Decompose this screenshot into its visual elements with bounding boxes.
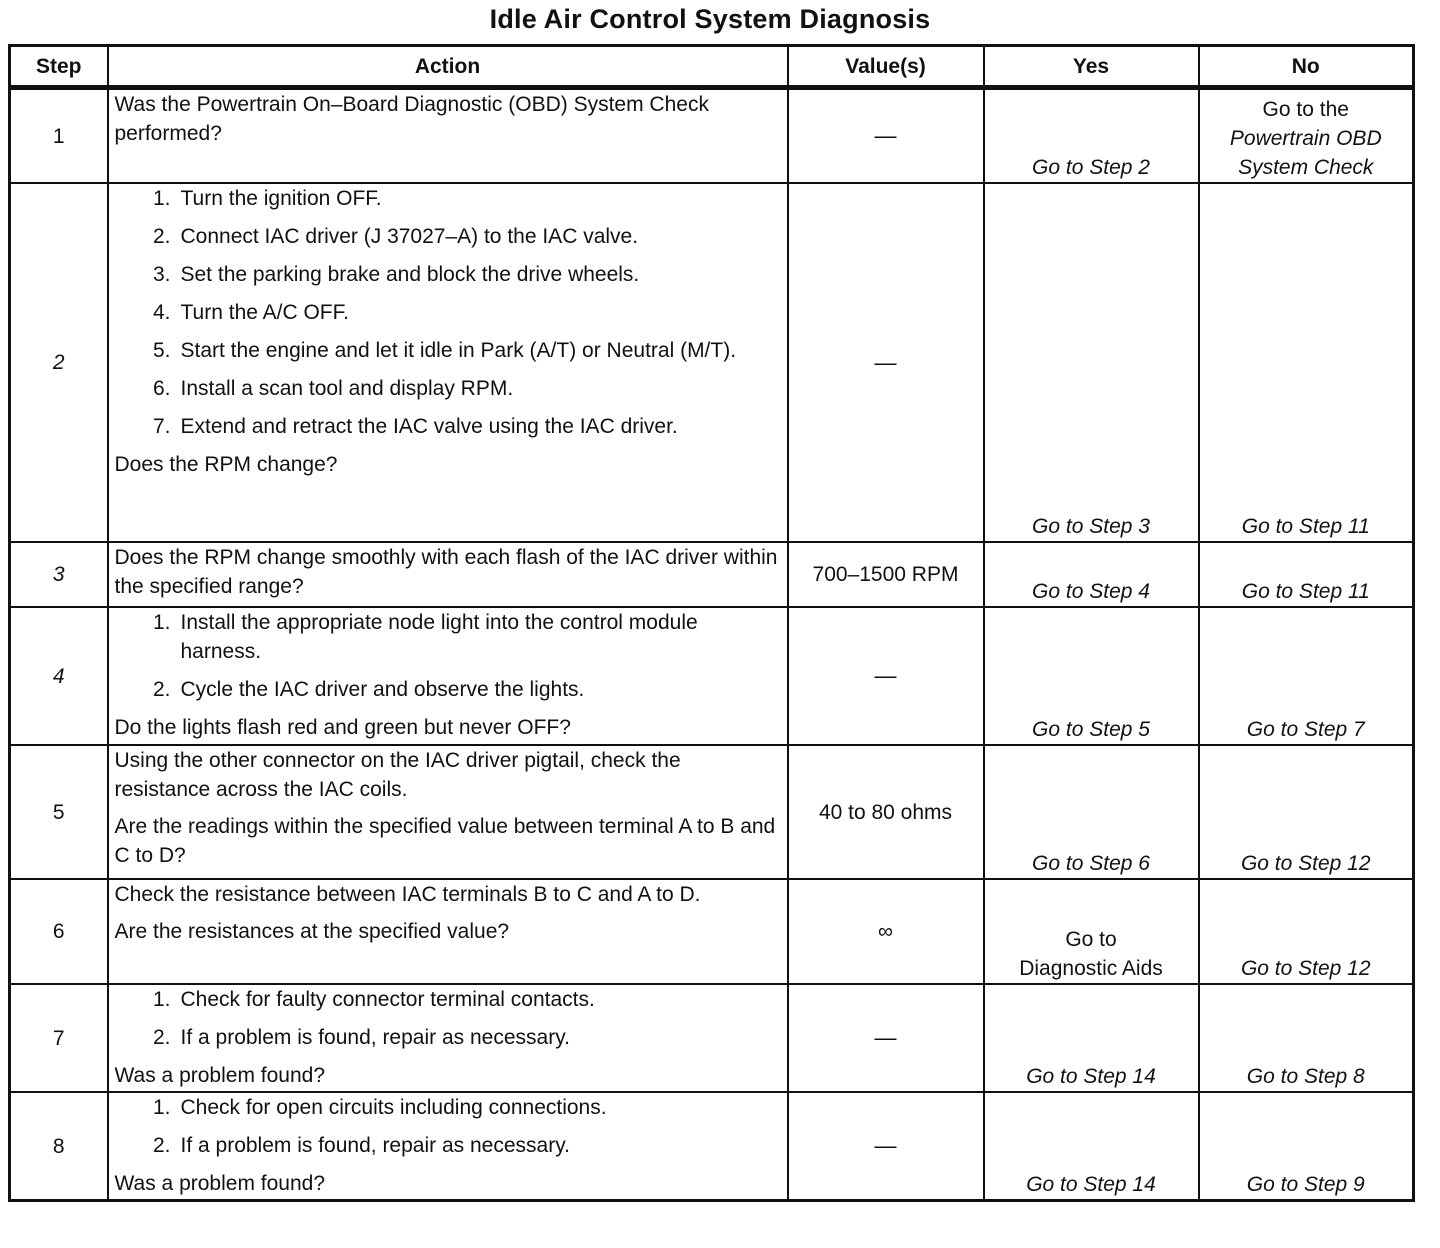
action-text: Check the resistance between IAC terminals B to C and A to D. (114, 883, 701, 906)
yes-cell: Go to Step 3 (984, 183, 1199, 542)
table-row (10, 984, 1414, 1092)
value-cell (788, 183, 984, 542)
value-cell (788, 542, 984, 607)
yes-cell: Go to Step 2 (984, 88, 1199, 184)
value-text: 40 to 80 ohms (818, 800, 953, 824)
value-text: — (874, 1025, 897, 1050)
table-row (10, 1092, 1414, 1201)
yes-cell (984, 879, 1199, 984)
action-substeps (115, 608, 781, 704)
substep (115, 184, 781, 213)
substep-number: 1. (152, 988, 171, 1011)
substep-text: Set the parking brake and block the drive wheels. (180, 263, 640, 286)
value-cell (788, 745, 984, 879)
substep-text: Install a scan tool and display RPM. (180, 377, 514, 400)
action-question: Was a problem found? (114, 1172, 326, 1195)
yes-line: Diagnostic Aids (1019, 957, 1163, 980)
substep (115, 374, 781, 403)
table-row (10, 607, 1414, 745)
substep-text: Check for faulty connector terminal contacts. (180, 988, 595, 1011)
yes-cell: Go to Step 6 (984, 745, 1199, 879)
substep (115, 1023, 781, 1052)
step-number: 5 (10, 745, 108, 879)
action-text: Using the other connector on the IAC driver pigtail, check the resistance across the IAC coils. (114, 749, 681, 801)
no-cell (1199, 88, 1414, 184)
step-number: 4 (10, 607, 108, 745)
step-number: 6 (10, 879, 108, 984)
action-cell (108, 879, 788, 984)
document-title: Idle Air Control System Diagnosis (489, 4, 931, 34)
action-text: Was the Powertrain On–Board Diagnostic (OBD) System Check performed? (114, 93, 709, 145)
no-line: System Check (1238, 156, 1374, 179)
step-number: 2 (10, 183, 108, 542)
substep-number: 4. (152, 301, 171, 324)
header-step: Step (10, 46, 108, 88)
substep (115, 412, 781, 441)
header-no: No (1199, 46, 1414, 88)
substep-number: 2. (152, 1026, 171, 1049)
no-cell: Go to Step 11 (1199, 542, 1414, 607)
substep-number: 1. (152, 611, 171, 634)
action-cell (108, 607, 788, 745)
value-text: — (874, 123, 897, 148)
substep (115, 336, 781, 365)
substep-text: Turn the ignition OFF. (180, 187, 382, 210)
no-cell: Go to Step 12 (1199, 745, 1414, 879)
action-question: Are the readings within the specified value between terminal A to B and C to D? (114, 815, 776, 867)
substep-text: If a problem is found, repair as necessary. (180, 1026, 570, 1049)
table-row (10, 879, 1414, 984)
value-cell (788, 879, 984, 984)
value-text: — (874, 1133, 897, 1158)
action-substeps (115, 184, 781, 441)
substep-number: 7. (152, 415, 171, 438)
step-number: 7 (10, 984, 108, 1092)
yes-cell: Go to Step 5 (984, 607, 1199, 745)
action-substeps (115, 1093, 781, 1160)
table-header-row (10, 46, 1414, 88)
yes-line: Go to (1065, 928, 1117, 951)
substep (115, 260, 781, 289)
diagnosis-table (8, 44, 1415, 1202)
action-cell (108, 984, 788, 1092)
substep-text: If a problem is found, repair as necessary. (180, 1134, 570, 1157)
substep-text: Check for open circuits including connections. (180, 1096, 607, 1119)
yes-cell: Go to Step 4 (984, 542, 1199, 607)
substep-number: 5. (152, 339, 171, 362)
substep-text: Connect IAC driver (J 37027–A) to the IAC valve. (180, 225, 639, 248)
no-line: Go to the (1262, 98, 1349, 121)
substep-text: Extend and retract the IAC valve using the IAC driver. (180, 415, 678, 438)
header-yes: Yes (984, 46, 1199, 88)
action-cell (108, 183, 788, 542)
yes-cell: Go to Step 14 (984, 1092, 1199, 1201)
action-cell (108, 542, 788, 607)
action-question: Are the resistances at the specified value? (114, 920, 510, 943)
substep (115, 1093, 781, 1122)
substep (115, 985, 781, 1014)
substep-number: 2. (152, 678, 171, 701)
action-question: Do the lights flash red and green but never OFF? (114, 716, 571, 739)
action-cell (108, 88, 788, 184)
no-cell: Go to Step 11 (1199, 183, 1414, 542)
substep-text: Turn the A/C OFF. (180, 301, 349, 324)
table-row (10, 745, 1414, 879)
substep (115, 675, 781, 704)
substep-number: 1. (152, 1096, 171, 1119)
action-cell (108, 745, 788, 879)
action-question: Does the RPM change? (114, 453, 338, 476)
action-text: Does the RPM change smoothly with each flash of the IAC driver within the specified range? (114, 546, 778, 598)
value-cell (788, 607, 984, 745)
substep-number: 3. (152, 263, 171, 286)
substep-number: 6. (152, 377, 171, 400)
action-question: Was a problem found? (114, 1064, 326, 1087)
substep (115, 608, 781, 666)
value-cell (788, 88, 984, 184)
substep-text: Install the appropriate node light into the control module harness. (180, 611, 698, 663)
substep (115, 298, 781, 327)
substep (115, 1131, 781, 1160)
value-text: 700–1500 RPM (812, 563, 959, 586)
value-cell (788, 984, 984, 1092)
action-cell (108, 1092, 788, 1201)
substep (115, 222, 781, 251)
no-cell: Go to Step 12 (1199, 879, 1414, 984)
substep-text: Cycle the IAC driver and observe the lights. (180, 678, 585, 701)
no-line: Powertrain OBD (1229, 127, 1382, 150)
substep-text: Start the engine and let it idle in Park (A/T) or Neutral (M/T). (180, 339, 737, 362)
value-text: ∞ (878, 920, 893, 943)
header-action: Action (108, 46, 788, 88)
substep-number: 2. (152, 225, 171, 248)
value-text: — (874, 663, 897, 688)
substep-number: 1. (152, 187, 171, 210)
table-row (10, 88, 1414, 184)
yes-cell: Go to Step 14 (984, 984, 1199, 1092)
step-number: 3 (10, 542, 108, 607)
step-number: 8 (10, 1092, 108, 1201)
table-row (10, 183, 1414, 542)
no-cell: Go to Step 9 (1199, 1092, 1414, 1201)
value-cell (788, 1092, 984, 1201)
step-number: 1 (10, 88, 108, 184)
header-values: Value(s) (788, 46, 984, 88)
table-row (10, 542, 1414, 607)
substep-number: 2. (152, 1134, 171, 1157)
no-cell: Go to Step 7 (1199, 607, 1414, 745)
no-cell: Go to Step 8 (1199, 984, 1414, 1092)
value-text: — (874, 349, 897, 375)
action-substeps (115, 985, 781, 1052)
